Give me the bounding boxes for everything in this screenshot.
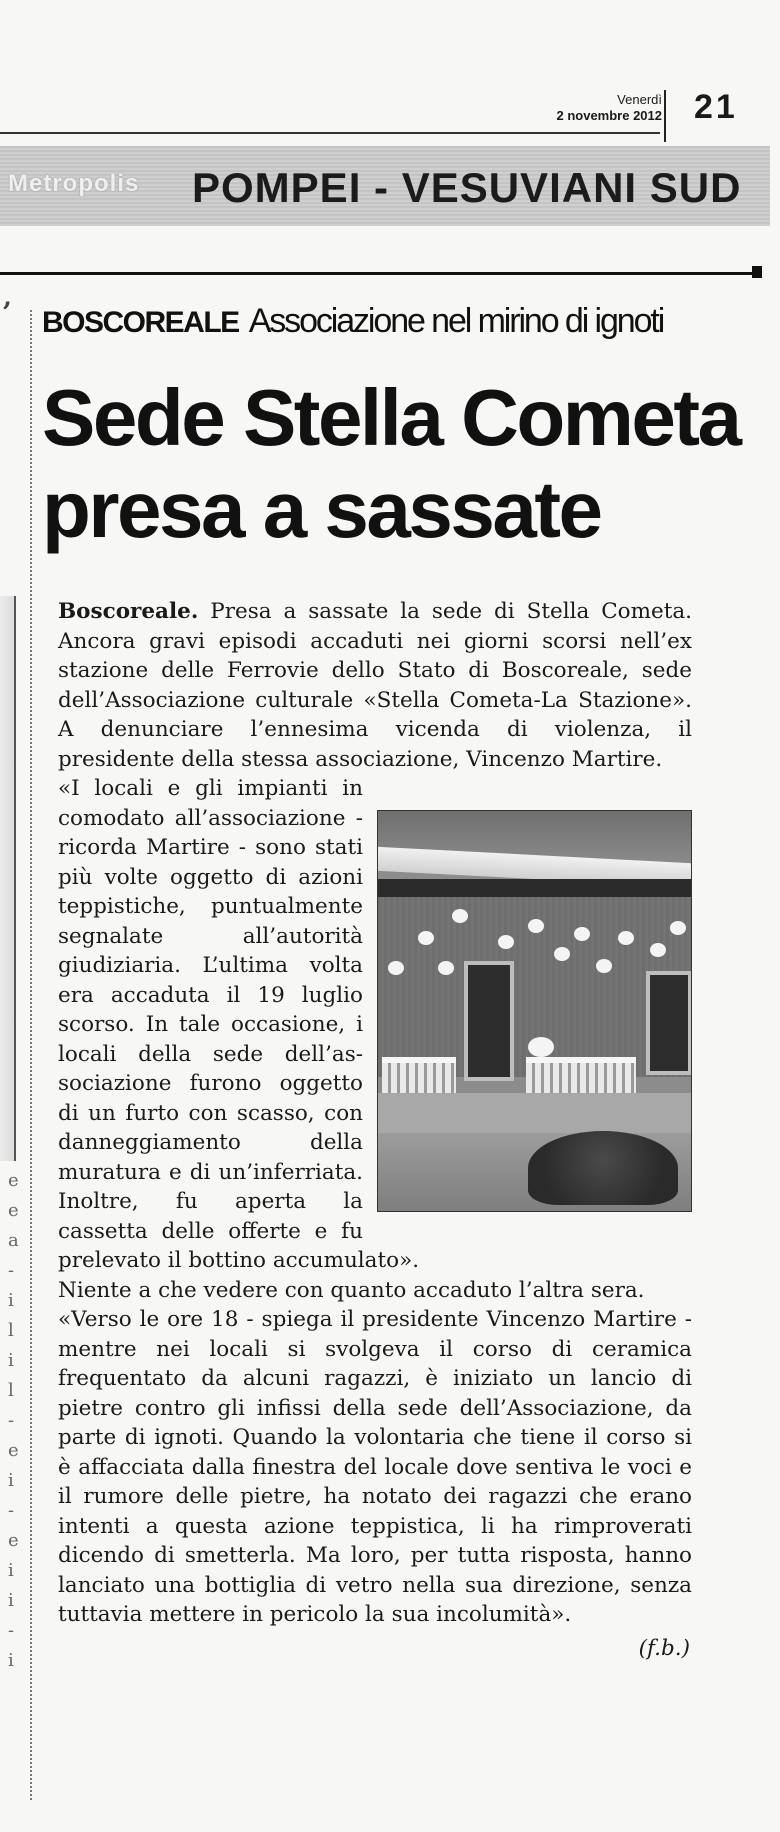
photo-planter xyxy=(526,1057,636,1097)
photo-platform xyxy=(378,1093,691,1133)
wall-decoration xyxy=(670,921,686,935)
wall-decoration xyxy=(554,947,570,961)
issue-date-text: 2 novembre 2012 xyxy=(556,108,662,123)
article-body xyxy=(58,597,692,1663)
wall-decoration xyxy=(498,935,514,949)
paragraph-4: «Verso le ore 18 - spiega il presidente Vincenzo Martire - mentre nei locali si svolgeva il corso di ceramica frequentato da alcuni ragazzi, è iniziato un lancio di pietre contro gli infissi della sede dell’Associazione, da parte di ignoti. Quando la volontaria che tiene il corso si è affacciata dalla finestra del locale dove sentiva le voci e il rumore delle pietre, ha notato dei ragazzi che erano intenti a questa azione teppistica, li ha rimproverati dicendo di smetterla. Ma loro, per tutta risposta, hanno lanciato una bottiglia di vetro nella sua direzione, senza tuttavia mettere in pericolo la sua incolumità». xyxy=(58,1307,692,1627)
date-divider xyxy=(664,90,666,142)
margin-glyph: - xyxy=(8,1620,15,1641)
wall-decoration xyxy=(452,909,468,923)
margin-glyph: i xyxy=(8,1590,14,1611)
margin-glyph: l xyxy=(8,1320,14,1341)
margin-glyph: i xyxy=(8,1650,14,1671)
wall-decoration xyxy=(528,919,544,933)
wall-decoration xyxy=(574,927,590,941)
byline: (f.b.) xyxy=(638,1635,690,1661)
paragraph-3: Niente a che vedere con quanto accaduto l’altra sera. xyxy=(58,1277,645,1303)
wall-decoration xyxy=(438,961,454,975)
paragraph-1-text: Presa a sassate la sede di Stella Cometa. Ancora gravi episodi accaduti nei giorni scorsi nell’ex stazione delle Ferrovie dello Stato di Boscoreale, sede dell’Associazione culturale «Stella Cometa-La Stazione». A denunciare l’ennesima vicenda di violenza, il presidente della stessa associazione, Vincenzo Martire. xyxy=(58,599,692,772)
margin-glyph: i xyxy=(8,1560,14,1581)
dateline: Boscoreale. xyxy=(58,599,199,624)
margin-glyph: e xyxy=(8,1170,19,1191)
margin-glyph: e xyxy=(8,1200,19,1221)
photo-door xyxy=(464,961,514,1081)
headline xyxy=(42,372,762,556)
margin-glyph: - xyxy=(8,1410,15,1431)
margin-glyph: i xyxy=(8,1290,14,1311)
wall-decoration xyxy=(596,959,612,973)
paragraph-2: «I locali e gli impianti in comodato all’associazione - ricorda Martire - sono stati più volte oggetto di azioni teppistiche, puntualmente segnalate all’autorità giudiziaria. L’ultima volta era accaduta il 19 luglio scorso. In tale occasione, i locali della sede dell’associazione furono oggetto di un furto con scasso, con danneggiamento della muratura e di un’inferriata. Inoltre, fu aperta la cassetta delle offerte e fu prelevato il bottino accumulato». xyxy=(58,776,420,1273)
kicker-text: Associazione nel mirino di ignoti xyxy=(248,302,664,340)
wall-decoration xyxy=(418,931,434,945)
kicker-place: BOSCOREALE xyxy=(42,306,239,339)
margin-glyph: - xyxy=(8,1500,15,1521)
brand-logo: Metropolis xyxy=(8,170,140,197)
margin-glyph: l xyxy=(8,1380,14,1401)
wall-decoration xyxy=(528,1037,554,1057)
headline-line-1: Sede Stella Cometa xyxy=(42,373,740,462)
kicker xyxy=(42,302,663,341)
station-photo xyxy=(377,810,692,1212)
adjacent-article-edge xyxy=(0,596,16,1161)
headline-line-2: presa a sassate xyxy=(42,465,601,554)
margin-apostrophe: ’ xyxy=(2,296,12,329)
margin-glyph: e xyxy=(8,1530,19,1551)
margin-glyph: i xyxy=(8,1350,14,1371)
wall-decoration xyxy=(618,931,634,945)
section-rule xyxy=(0,272,758,275)
margin-glyph: - xyxy=(8,1260,15,1281)
column-divider xyxy=(30,310,32,1800)
page-number: 21 xyxy=(694,88,738,126)
issue-day: Venerdì xyxy=(617,92,662,107)
photo-shrub xyxy=(528,1131,678,1205)
wall-decoration xyxy=(388,961,404,975)
margin-glyph: i xyxy=(8,1470,14,1491)
photo-float xyxy=(377,810,692,1212)
wall-decoration xyxy=(650,943,666,957)
section-rule-end xyxy=(752,266,762,278)
paragraph-1 xyxy=(58,597,692,774)
issue-date xyxy=(556,92,662,124)
top-rule xyxy=(0,132,660,134)
margin-glyph: e xyxy=(8,1440,19,1461)
section-title: POMPEI - VESUVIANI SUD xyxy=(192,164,742,211)
margin-glyph: a xyxy=(8,1230,19,1251)
photo-eave xyxy=(378,879,691,897)
photo-door xyxy=(646,971,692,1075)
photo-planter xyxy=(382,1057,456,1097)
